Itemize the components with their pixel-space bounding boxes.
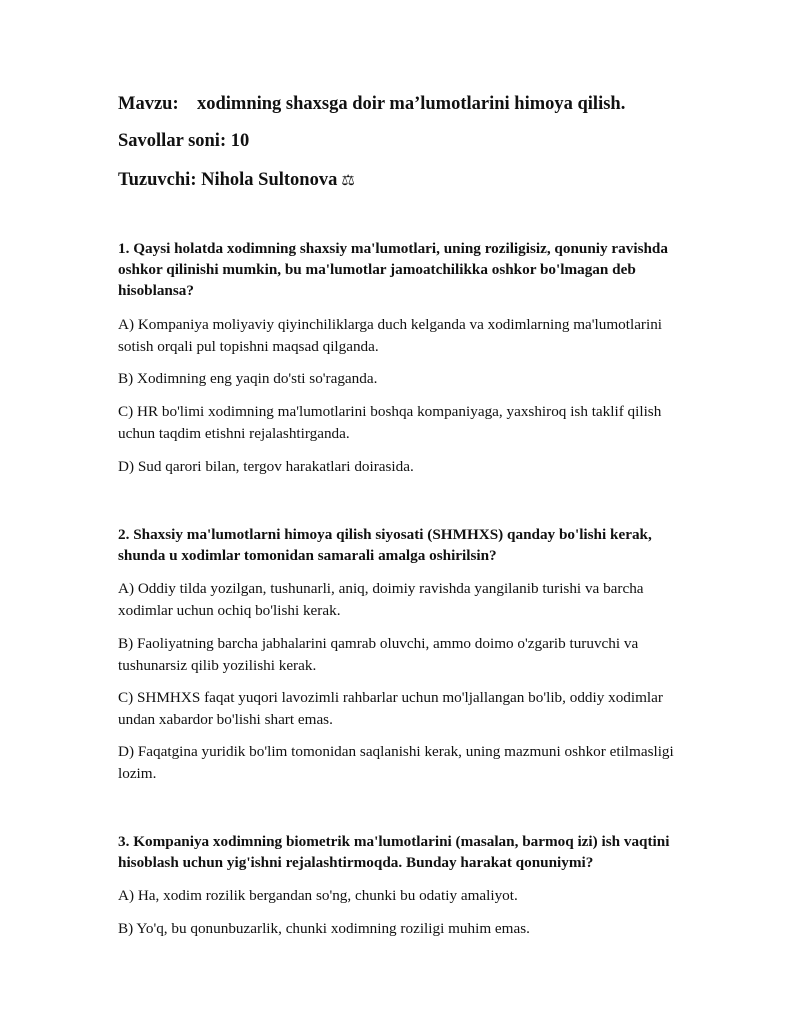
question-1-option-c: C) HR bo'limi xodimning ma'lumotlarini boshqa kompaniyaga, yaxshiroq ish taklif qilish uchun taqdim etishni rejalashtirganda. — [118, 403, 662, 442]
question-3-option-b: B) Yo'q, bu qonunbuzarlik, chunki xodimning roziligi muhim emas. — [118, 920, 530, 937]
question-2-text: 2. Shaxsiy ma'lumotlarni himoya qilish siyosati (SHMHXS) qanday bo'lishi kerak, shunda u xodimlar tomonidan samarali amalga oshirilsin? — [118, 526, 652, 564]
author-text: Tuzuvchi: Nihola Sultonova — [118, 170, 338, 190]
question-count: Savollar soni: 10 — [118, 131, 250, 151]
question-2-option-a: A) Oddiy tilda yozilgan, tushunarli, aniq, doimiy ravishda yangilanib turishi va barcha xodimlar uchun ochiq bo'lishi kerak. — [118, 580, 644, 619]
question-3-text: 3. Kompaniya xodimning biometrik ma'lumotlarini (masalan, barmoq izi) ish vaqtini hisoblash uchun yig'ishni rejalashtirmoqda. Bunday harakat qonuniymi? — [118, 833, 670, 871]
question-2-option-b: B) Faoliyatning barcha jabhalarini qamrab oluvchi, ammo doimo o'zgarib turuvchi va tushunarsiz qilib yozilishi kerak. — [118, 635, 639, 674]
topic-label: Mavzu: — [118, 94, 179, 114]
scales-icon: ⚖ — [341, 173, 355, 189]
question-3-option-a: A) Ha, xodim rozilik bergandan so'ng, chunki bu odatiy amaliyot. — [118, 887, 518, 904]
question-1-text: 1. Qaysi holatda xodimning shaxsiy ma'lumotlari, uning roziligisiz, qonuniy ravishda oshkor qilinishi mumkin, bu ma'lumotlar jamoatchilikka oshkor bo'lmagan deb hisoblansa? — [118, 240, 668, 299]
topic-value: xodimning shaxsga doir ma’lumotlarini himoya qilish. — [197, 94, 626, 114]
question-1-option-b: B) Xodimning eng yaqin do'sti so'raganda. — [118, 370, 378, 387]
author-line — [118, 170, 355, 191]
question-2-option-c: C) SHMHXS faqat yuqori lavozimli rahbarlar uchun mo'ljallangan bo'lib, oddiy xodimlar undan xabardor bo'lishi shart emas. — [118, 689, 663, 728]
topic-line — [118, 94, 625, 115]
question-2-option-d: D) Faqatgina yuridik bo'lim tomonidan saqlanishi kerak, uning mazmuni oshkor etilmasligi lozim. — [118, 743, 674, 782]
question-1-option-a: A) Kompaniya moliyaviy qiyinchiliklarga duch kelganda va xodimlarning ma'lumotlarini sotish orqali pul topishni maqsad qilganda. — [118, 316, 663, 355]
question-1-option-d: D) Sud qarori bilan, tergov harakatlari doirasida. — [118, 458, 414, 475]
